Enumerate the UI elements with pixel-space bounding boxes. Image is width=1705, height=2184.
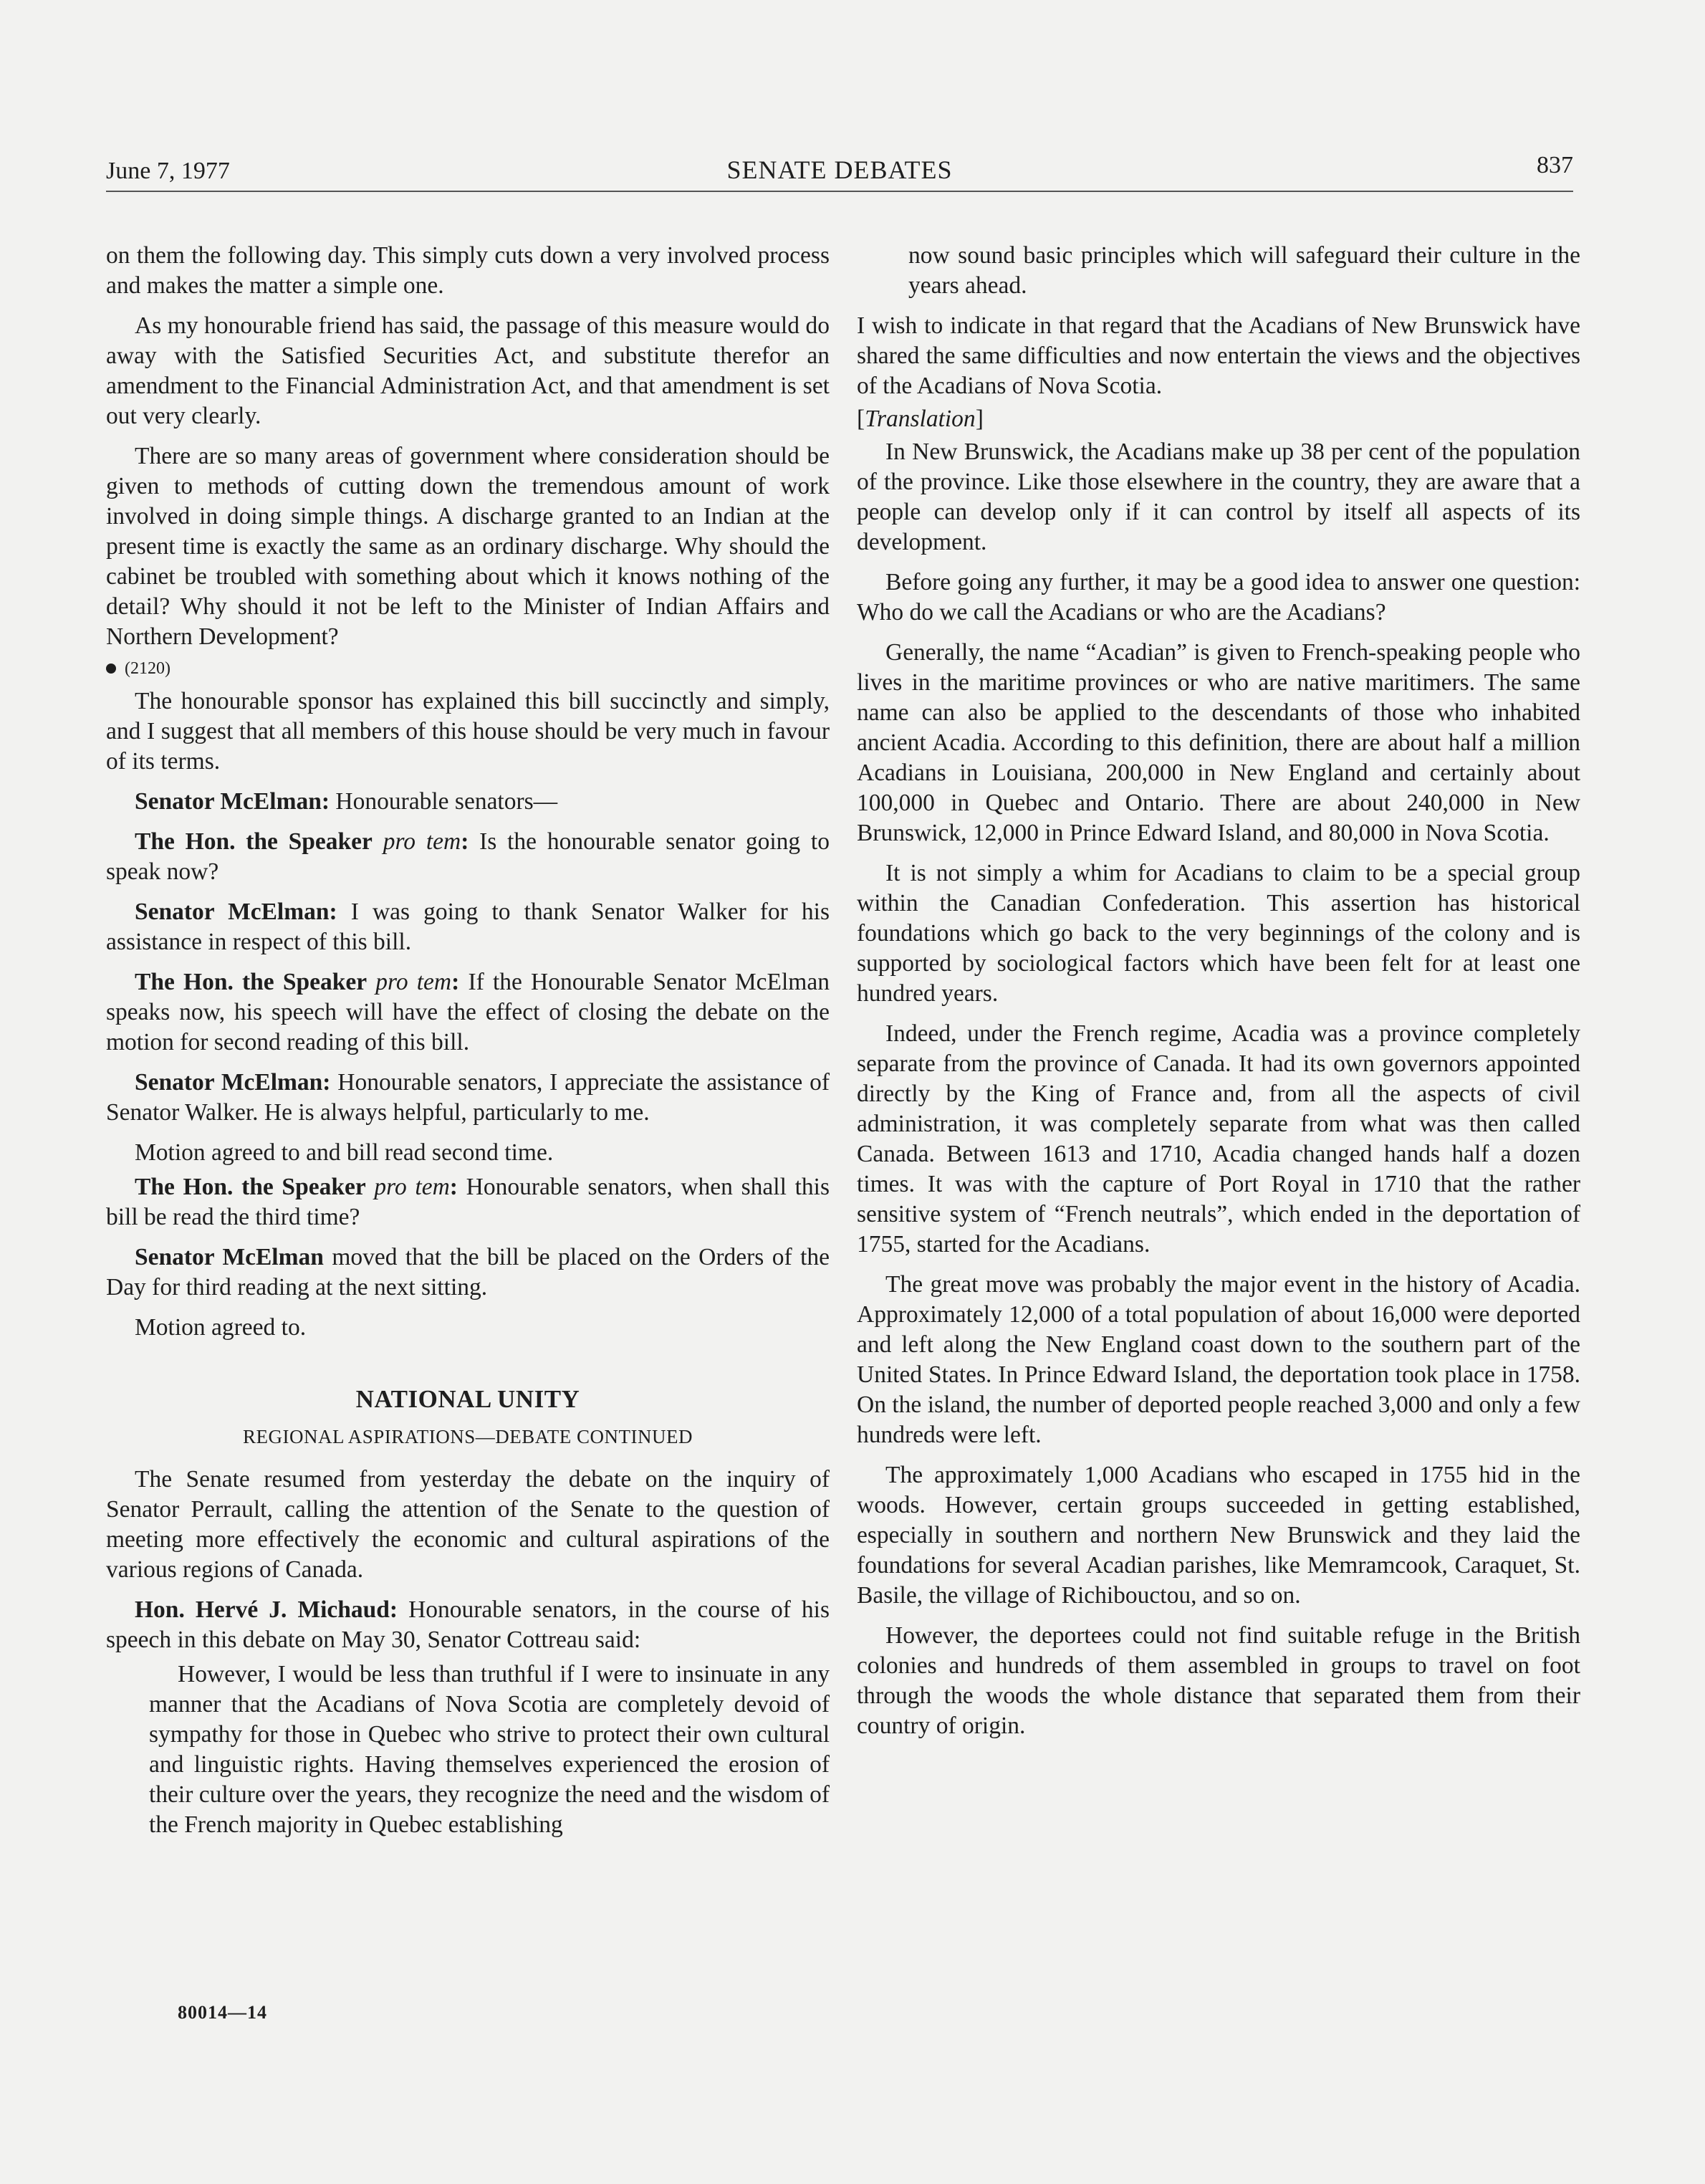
section-subtitle: REGIONAL ASPIRATIONS—DEBATE CONTINUED (243, 1426, 693, 1447)
speech-paragraph (106, 897, 830, 957)
paragraph: The honourable sponsor has explained this bill succinctly and simply, and I suggest that all members of this house should be very much in favour of its terms. (106, 688, 830, 775)
speaker-name: Senator McElman: (135, 788, 330, 815)
speech-paragraph (106, 967, 830, 1058)
speaker-colon: : (451, 969, 460, 995)
paragraph: The great move was probably the major event in the history of Acadia. Approximately 12,000 of a total population of about 16,000 were deported and left along the New England coast down to the southern part of the United States. In Prince Edward Island, the deportation took place in 1758. On the island, the number of deported people reached 3,000 and only a few hundreds were left. (857, 1271, 1580, 1448)
speaker-name: The Hon. the Speaker (135, 969, 368, 995)
speech-paragraph (106, 787, 830, 817)
bullet-dot-icon (106, 664, 116, 674)
speech-text: Honourable senators, when shall this bill be read the third time? (106, 1174, 830, 1230)
speaker-qualifier: pro tem (375, 969, 452, 995)
block-quote: However, I would be less than truthful if I were to insinuate in any manner that the Acadians of Nova Scotia are completely devoid of sympathy for those in Quebec who strive to protect their own cultural and linguistic rights. Having themselves experienced the erosion of their culture over the years, they recognize the need and the wisdom of the French majority in Quebec establishing (149, 1661, 830, 1838)
left-column (106, 241, 830, 1850)
speaker-name: Hon. Hervé J. Michaud: (135, 1596, 398, 1623)
paragraph: In New Brunswick, the Acadians make up 38 per cent of the population of the province. Like those elsewhere in the country, they are aware that a people can develop only if it can control by itself all aspects of its development. (857, 439, 1580, 555)
speaker-colon: : (449, 1174, 458, 1200)
paragraph: It is not simply a whim for Acadians to claim to be a special group within the Canadian Confederation. This assertion has historical foundations which go back to the very beginnings of the colony and is supported by sociological factors which have been felt for at least one hundred years. (857, 860, 1580, 1007)
speech-paragraph (106, 1242, 830, 1303)
speaker-qualifier: pro tem (374, 1174, 450, 1200)
speaker-name: The Hon. the Speaker (135, 1174, 366, 1200)
speaker-colon: : (461, 828, 469, 855)
speech-paragraph (106, 1172, 830, 1232)
right-column (857, 241, 1580, 1751)
speech-text: I was going to thank Senator Walker for his assistance in respect of this bill. (106, 899, 830, 955)
time-marker (106, 656, 830, 681)
translation-note: [Translation] (857, 406, 984, 432)
speech-paragraph (106, 1068, 830, 1128)
translation-label: Translation (865, 406, 976, 432)
paragraph: As my honourable friend has said, the passage of this measure would do away with the Satisfied Securities Act, and substitute therefor an amendment to the Financial Administration Act, and that amendment is set out very clearly. (106, 312, 830, 429)
paragraph: Motion agreed to. (135, 1314, 307, 1341)
paragraph: on them the following day. This simply cuts down a very involved process and makes the matter a simple one. (106, 242, 830, 299)
paragraph: The approximately 1,000 Acadians who escaped in 1755 hid in the woods. However, certain groups succeeded in getting established, especially in southern and northern New Brunswick and they laid the foundations for several Acadian parishes, like Memramcook, Caraquet, St. Basile, the village of Richiboucto​u, and so on. (857, 1462, 1580, 1609)
speech-paragraph (106, 827, 830, 887)
speech-text: Honourable senators, in the course of his speech in this debate on May 30, Senator Cottreau said: (106, 1596, 830, 1653)
speech-text: Is the honourable senator going to speak now? (106, 828, 830, 885)
speaker-qualifier: pro tem (383, 828, 461, 855)
footer-print-code: 80014—14 (178, 2002, 267, 2023)
speech-text: Honourable senators, I appreciate the assistance of Senator Walker. He is always helpful, particularly to me. (106, 1069, 830, 1126)
speech-text: If the Honourable Senator McElman speaks now, his speech will have the effect of closing the debate on the motion for second reading of this bill. (106, 969, 830, 1055)
paragraph: Motion agreed to and bill read second time. (135, 1139, 554, 1166)
paragraph: Before going any further, it may be a good idea to answer one question: Who do we call the Acadians or who are the Acadians? (857, 569, 1580, 626)
header-date: June 7, 1977 (106, 158, 230, 184)
paragraph: There are so many areas of government where consideration should be given to methods of cutting down the tremendous amount of work involved in doing simple things. A discharge granted to an Indian at the present time is exactly the same as an ordinary discharge. Why should the cabinet be troubled with something about which it knows nothing of the detail? Why should it not be left to the Minister of Indian Affairs and Northern Development? (106, 443, 830, 650)
speaker-name: The Hon. the Speaker (135, 828, 373, 855)
page-header (106, 150, 1573, 192)
section-title: NATIONAL UNITY (355, 1385, 580, 1413)
paragraph: Indeed, under the French regime, Acadia was a province completely separate from the province of Canada. It had its own governors appointed directly by the King of France and, from all the aspects of civil administration, it was completely separate from what was then called Canada. Between 1613 and 1710, Acadia changed hands half a dozen times. It was with the capture of Port Royal in 1710 that the rather sensitive system of “French neutrals”, which ended in the deportation of 1755, started for the Acadians. (857, 1020, 1580, 1258)
speaker-name: Senator McElman: (135, 1069, 331, 1096)
paragraph: The Senate resumed from yesterday the debate on the inquiry of Senator Perrault, calling the attention of the Senate to the question of meeting more effectively the economic and cultural aspirations of the various regions of Canada. (106, 1466, 830, 1583)
header-page-number: 837 (1537, 152, 1573, 178)
speaker-name: Senator McElman (135, 1244, 324, 1270)
paragraph: However, the deportees could not find suitable refuge in the British colonies and hundreds of them assembled in groups to travel on foot through the woods the whole distance that separated them from their country of origin. (857, 1622, 1580, 1739)
speech-text: Honourable senators— (330, 788, 558, 815)
speech-text: moved that the bill be placed on the Orders of the Day for third reading at the next sitting. (106, 1244, 830, 1301)
speaker-name: Senator McElman: (135, 899, 337, 925)
paragraph: Generally, the name “Acadian” is given to French-speaking people who lives in the maritime provinces or who are native maritimers. The same name can also be applied to the descendants of those who inhabited ancient Acadia. According to this definition, there are about half a million Acadians in Louisiana, 200,000 in New England and certainly about 100,000 in Quebec and Ontario. There are about 240,000 in New Brunswick, 12,000 in Prince Edward Island, and 80,000 in Nova Scotia. (857, 639, 1580, 846)
time-marker-label: (2120) (125, 659, 170, 678)
speech-paragraph (106, 1595, 830, 1655)
block-quote-continued: now sound basic principles which will safeguard their culture in the years ahead. (908, 242, 1580, 299)
header-title: SENATE DEBATES (726, 155, 953, 184)
paragraph: I wish to indicate in that regard that the Acadians of New Brunswick have shared the same difficulties and now entertain the views and the objectives of the Acadians of Nova Scotia. (857, 312, 1580, 399)
